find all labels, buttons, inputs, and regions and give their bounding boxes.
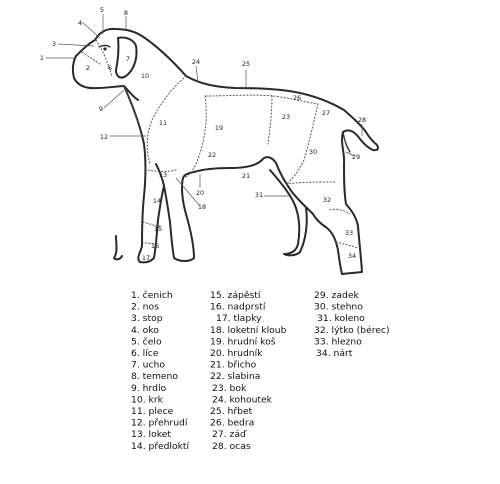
dog-tail-fold [343, 132, 350, 152]
leader-24 [196, 66, 198, 82]
region-label-9: 9 [98, 105, 104, 113]
ribs-loin-line [268, 96, 272, 144]
legend-item: 12. přehrudí [131, 417, 188, 429]
region-label-18: 18 [197, 203, 207, 211]
region-label-17: 17 [141, 254, 151, 262]
region-label-20: 20 [195, 189, 205, 197]
head-line-2 [82, 52, 100, 64]
region-label-2: 2 [85, 64, 91, 72]
legend-item: 26. bedra [210, 417, 255, 429]
legend-item: 4. oko [131, 324, 159, 336]
region-label-22: 22 [207, 151, 217, 159]
region-label-1: 1 [39, 54, 45, 62]
region-label-30: 30 [308, 148, 318, 156]
dog-inner-front-leg [114, 236, 122, 259]
legend-item: 23. bok [212, 382, 247, 394]
legend-item: 19. hrudní koš [210, 336, 276, 348]
legend-item: 15. zápěstí [210, 290, 261, 301]
region-label-11: 11 [158, 119, 168, 127]
region-label-24: 24 [191, 58, 201, 66]
region-label-4: 4 [77, 19, 83, 27]
region-label-10: 10 [140, 72, 150, 80]
region-label-21: 21 [241, 172, 251, 180]
region-label-25: 25 [241, 60, 251, 68]
legend-item: 32. lýtko (bérec) [314, 324, 390, 336]
legend-item: 28. ocas [212, 440, 251, 452]
legend-item: 22. slabina [210, 371, 261, 383]
legend-item: 8. temeno [131, 371, 178, 383]
region-label-31: 31 [254, 191, 264, 199]
legend-item: 30. stehno [314, 301, 363, 313]
region-label-6: 6 [107, 64, 113, 72]
region-label-14: 14 [152, 197, 162, 205]
dog-body-outline [76, 29, 378, 274]
legend-item: 31. koleno [317, 313, 365, 325]
legend [131, 290, 390, 452]
legend-item: 34. nárt [316, 348, 353, 359]
region-label-23: 23 [281, 113, 291, 121]
legend-item: 27. záď [212, 429, 246, 441]
leader-4 [82, 22, 100, 38]
legend-item: 14. předloktí [131, 440, 190, 452]
legend-item: 25. hřbet [210, 406, 253, 417]
legend-item: 13. loket [131, 429, 171, 441]
region-label-13: 13 [158, 171, 168, 179]
legend-item: 18. loketní kloub [210, 324, 287, 336]
withers-line [206, 95, 318, 104]
region-label-33: 33 [344, 229, 354, 237]
region-label-7: 7 [125, 55, 131, 63]
hock-line [330, 209, 350, 214]
region-label-16: 16 [150, 242, 160, 250]
region-boundaries [82, 40, 361, 248]
dog-eye-pupil [103, 47, 106, 50]
region-label-34: 34 [347, 252, 357, 260]
legend-item: 7. ucho [131, 359, 166, 371]
region-label-12: 12 [99, 133, 109, 141]
region-label-19: 19 [214, 124, 224, 132]
region-label-29: 29 [351, 153, 361, 161]
dog-outline [73, 29, 378, 274]
legend-item: 9. hrdlo [131, 382, 167, 394]
region-label-27: 27 [321, 109, 331, 117]
legend-item: 24. kohoutek [212, 394, 272, 406]
legend-item: 5. čelo [131, 336, 162, 348]
legend-item: 3. stop [131, 313, 163, 325]
region-label-8: 8 [123, 9, 129, 17]
legend-item: 2. nos [131, 301, 159, 313]
leader-lines [46, 14, 362, 206]
thigh-line [286, 182, 336, 184]
legend-item: 6. líce [131, 348, 159, 359]
legend-item: 29. zadek [314, 290, 359, 301]
legend-item: 10. krk [131, 394, 163, 406]
flank-line [286, 104, 318, 184]
region-label-32: 32 [322, 196, 332, 204]
region-label-3: 3 [51, 40, 57, 48]
region-label-5: 5 [99, 6, 105, 14]
region-label-28: 28 [357, 116, 367, 124]
legend-item: 20. hrudník [210, 348, 263, 359]
legend-item: 1. čenich [131, 290, 173, 301]
leader-9 [104, 90, 124, 108]
legend-item: 11. plece [131, 406, 174, 417]
legend-item: 17. tlapky [216, 313, 262, 325]
legend-item: 16. nadprstí [210, 301, 266, 313]
legend-item: 21. břicho [210, 359, 257, 371]
region-label-26: 26 [292, 94, 302, 102]
legend-item: 33. hlezno [314, 336, 362, 348]
rear-foot-line [336, 242, 358, 248]
region-label-15: 15 [153, 225, 163, 233]
shoulder-back-line [184, 96, 206, 178]
